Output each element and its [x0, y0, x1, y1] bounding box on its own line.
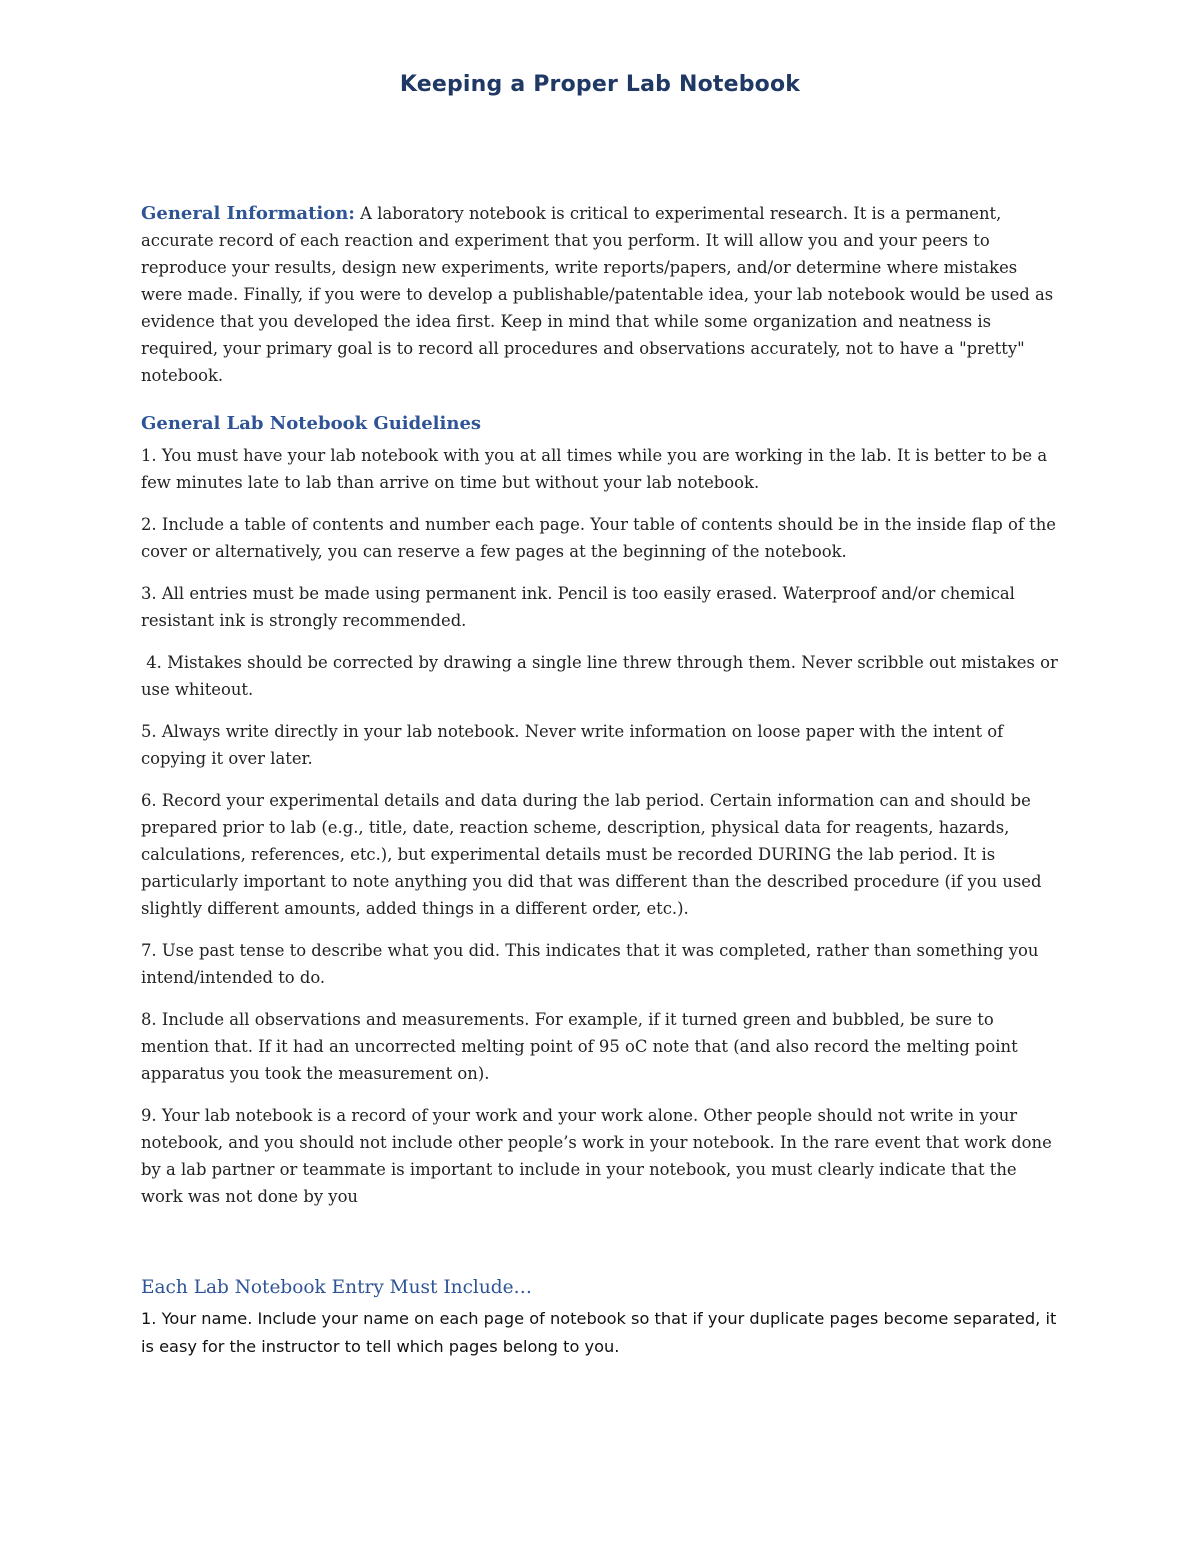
general-information-label: General Information:	[141, 203, 355, 224]
guideline-item: 7. Use past tense to describe what you did. This indicates that it was completed, rather than something you intend/intended to do.	[141, 941, 1039, 987]
guideline-item: 1. You must have your lab notebook with you at all times while you are working in the lab. It is better to be a few minutes late to lab than arrive on time but without your lab notebook.	[141, 446, 1048, 492]
entry-requirement-item: 1. Your name. Include your name on each page of notebook so that if your duplicate pages become separated, it is easy for the instructor to tell which pages belong to you.	[141, 1309, 1057, 1356]
general-information-text: A laboratory notebook is critical to experimental research. It is a permanent, accurate record of each reaction and experiment that you perform. It will allow you and your peers to reproduce your results, design new experiments, write reports/papers, and/or determine where mistakes were made. Finally, if you were to develop a publishable/patentable idea, your lab notebook would be used as evidence that you developed the idea first. Keep in mind that while some organization and neatness is required, your primary goal is to record all procedures and observations accurately, not to have a "pretty" notebook.	[141, 204, 1054, 385]
guideline-item: 4. Mistakes should be corrected by drawing a single line threw through them. Never scribble out mistakes or use whiteout.	[141, 653, 1064, 699]
entry-requirements-list	[141, 1305, 1061, 1361]
guideline-item: 8. Include all observations and measurements. For example, if it turned green and bubbled, be sure to mention that. If it had an uncorrected melting point of 95 oC note that (and also record the melting point apparatus you took the measurement on).	[141, 1010, 1018, 1083]
guidelines-list	[141, 442, 1064, 1225]
page-title: Keeping a Proper Lab Notebook	[399, 72, 801, 97]
guideline-item: 5. Always write directly in your lab notebook. Never write information on loose paper with the intent of copying it over later.	[141, 722, 1004, 768]
guideline-item: 9. Your lab notebook is a record of your work and your work alone. Other people should not write in your notebook, and you should not include other people’s work in your notebook. In the rare event that work done by a lab partner or teammate is important to include in your notebook, you must clearly indicate that the work was not done by you	[141, 1106, 1052, 1206]
guideline-item: 3. All entries must be made using permanent ink. Pencil is too easily erased. Waterproof and/or chemical resistant ink is strongly recommended.	[141, 584, 1015, 630]
guideline-item: 6. Record your experimental details and data during the lab period. Certain information can and should be prepared prior to lab (e.g., title, date, reaction scheme, description, physical data for reagents, hazards, calculations, references, etc.), but experimental details must be recorded DURING the lab period. It is particularly important to note anything you did that was different than the described procedure (if you used slightly different amounts, added things in a different order, etc.).	[141, 791, 1042, 918]
guideline-item: 2. Include a table of contents and number each page. Your table of contents should be in the inside flap of the cover or alternatively, you can reserve a few pages at the beginning of the notebook.	[141, 515, 1056, 561]
guidelines-heading: General Lab Notebook Guidelines	[141, 413, 482, 434]
entry-requirements-heading: Each Lab Notebook Entry Must Include…	[141, 1277, 533, 1298]
general-information-paragraph	[141, 200, 1061, 389]
